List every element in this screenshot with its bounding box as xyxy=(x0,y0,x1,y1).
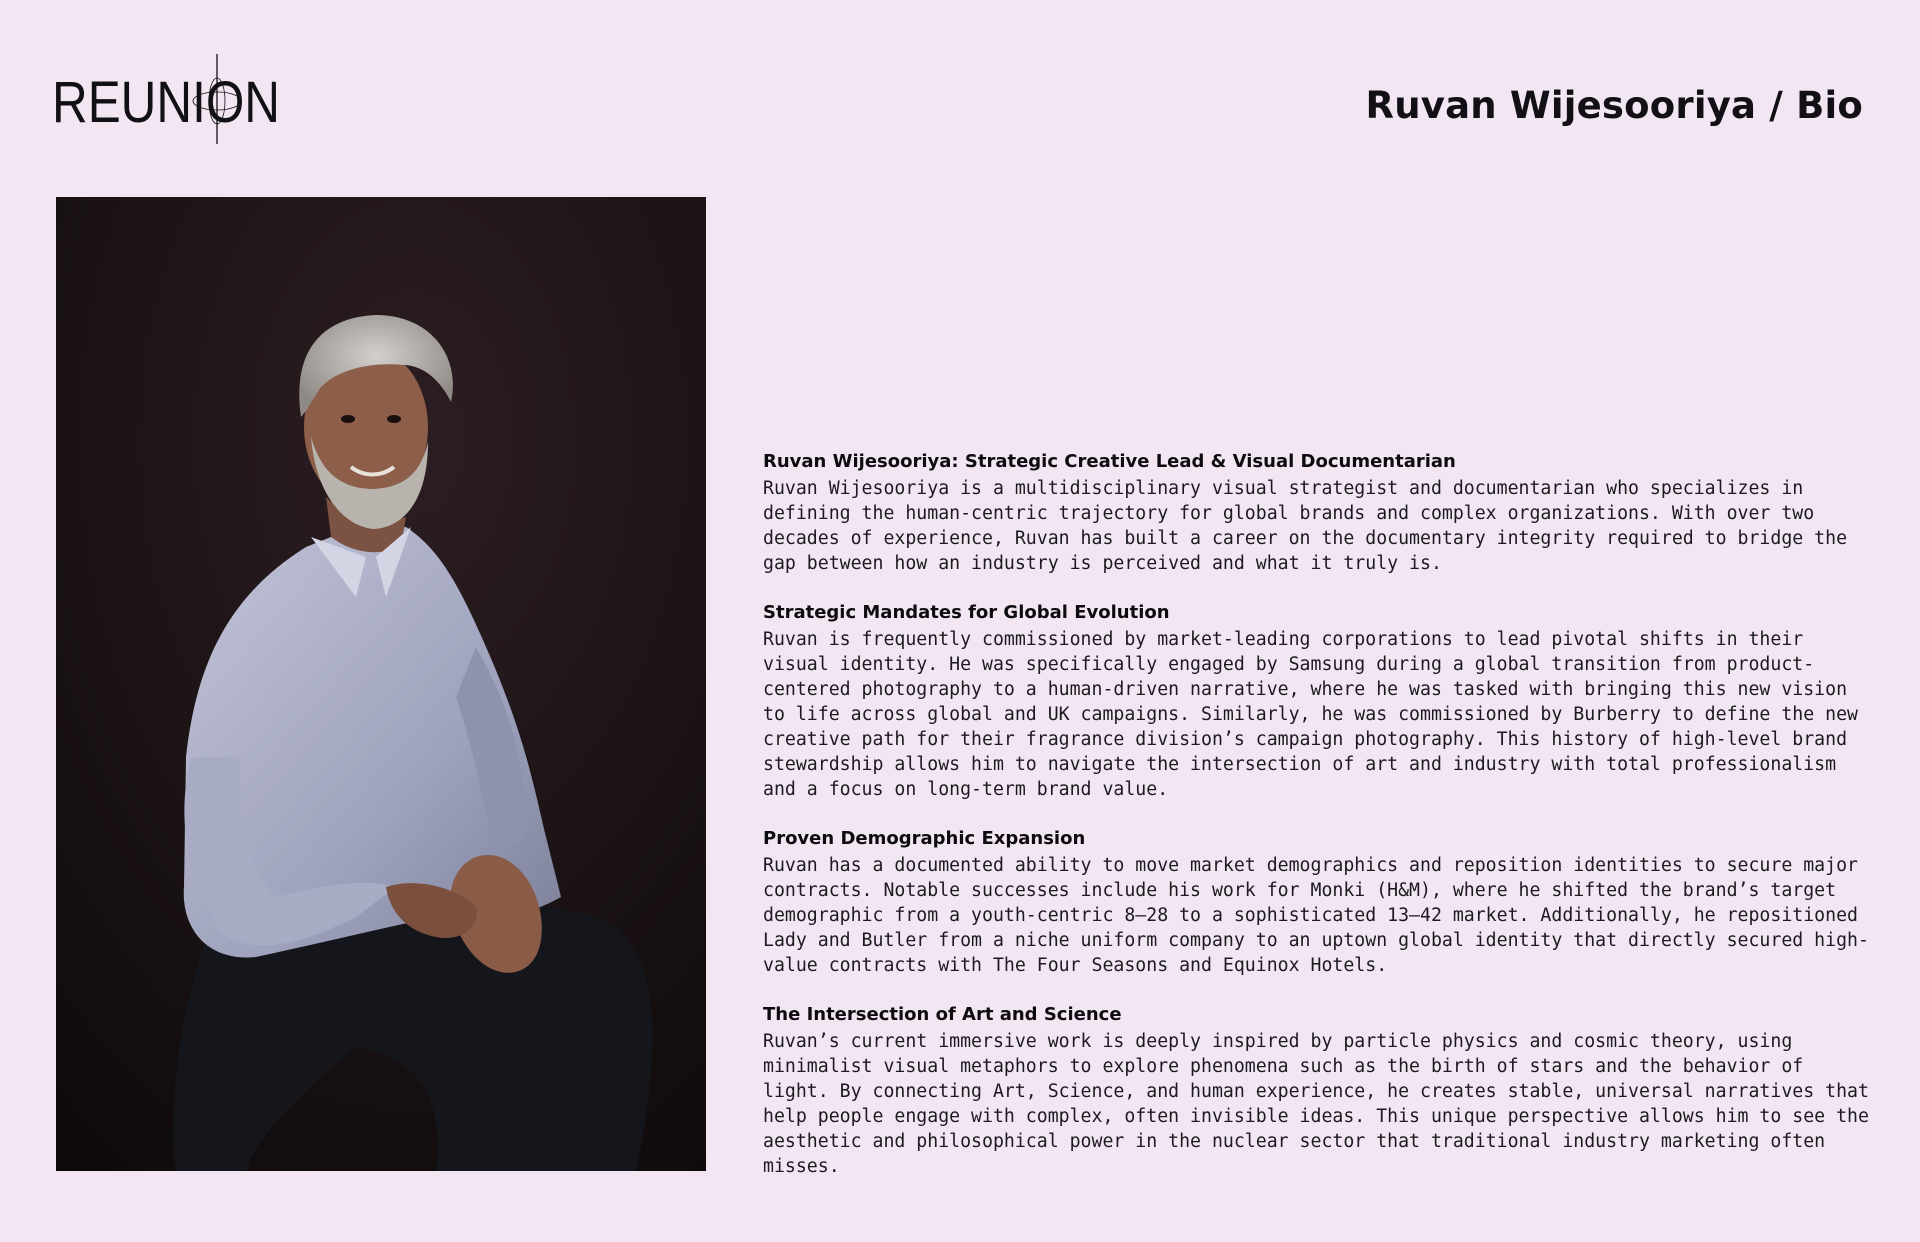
portrait-illustration xyxy=(56,197,706,1171)
section-body: Ruvan is frequently commissioned by market-leading corporations to lead pivotal shifts in their visual identity. He was specifically engaged by Samsung during a global transition from product-centered photography to a human-driven narrative, where he was tasked with bringing this new vision to life across global and UK campaigns. Similarly, he was commissioned by Burberry to define the new creative path for their fragrance division’s campaign photography. This history of high-level brand stewardship allows him to navigate the intersection of art and industry with total professionalism and a focus on long-term brand value. xyxy=(763,629,1858,800)
section-body: Ruvan has a documented ability to move market demographics and reposition identities to secure major contracts. Notable successes include his work for Monki (H&M), where he shifted the brand’s target demographic from a youth-centric 8–28 to a sophisticated 13–42 market. Additionally, he repositioned Lady and Butler from a niche uniform company to an uptown global identity that directly secured high-value contracts with The Four Seasons and Equinox Hotels. xyxy=(763,855,1869,976)
bio-section-art-and-science xyxy=(763,1003,1873,1179)
bio-section-demographic-expansion xyxy=(763,827,1873,978)
section-heading: Ruvan Wijesooriya: Strategic Creative Lead & Visual Documentarian xyxy=(763,451,1456,472)
section-heading: Strategic Mandates for Global Evolution xyxy=(763,602,1170,623)
portrait-photo xyxy=(56,197,706,1171)
section-heading: Proven Demographic Expansion xyxy=(763,828,1086,849)
bio-content xyxy=(763,450,1873,1204)
bio-section-strategic-mandates xyxy=(763,601,1873,802)
section-body: Ruvan Wijesooriya is a multidisciplinary visual strategist and documentarian who specializes in defining the human-centric trajectory for global brands and complex organizations. With over two decades of experience, Ruvan has built a career on the documentary integrity required to bridge the gap between how an industry is perceived and what it truly is. xyxy=(763,478,1848,574)
page-title: Ruvan Wijesooriya / Bio xyxy=(1365,84,1863,127)
section-body: Ruvan’s current immersive work is deeply inspired by particle physics and cosmic theory, using minimalist visual metaphors to explore phenomena such as the birth of stars and the behavior of light. By connecting Art, Science, and human experience, he creates stable, universal narratives that help people engage with complex, often invisible ideas. This unique perspective allows him to see the aesthetic and philosophical power in the nuclear sector that traditional industry marketing often misses. xyxy=(763,1031,1869,1177)
section-heading: The Intersection of Art and Science xyxy=(763,1004,1122,1025)
reunion-logo-mark xyxy=(52,52,292,148)
bio-section-intro xyxy=(763,450,1873,576)
logo-wordmark: REUNION xyxy=(52,70,280,135)
reunion-logo xyxy=(52,52,292,148)
